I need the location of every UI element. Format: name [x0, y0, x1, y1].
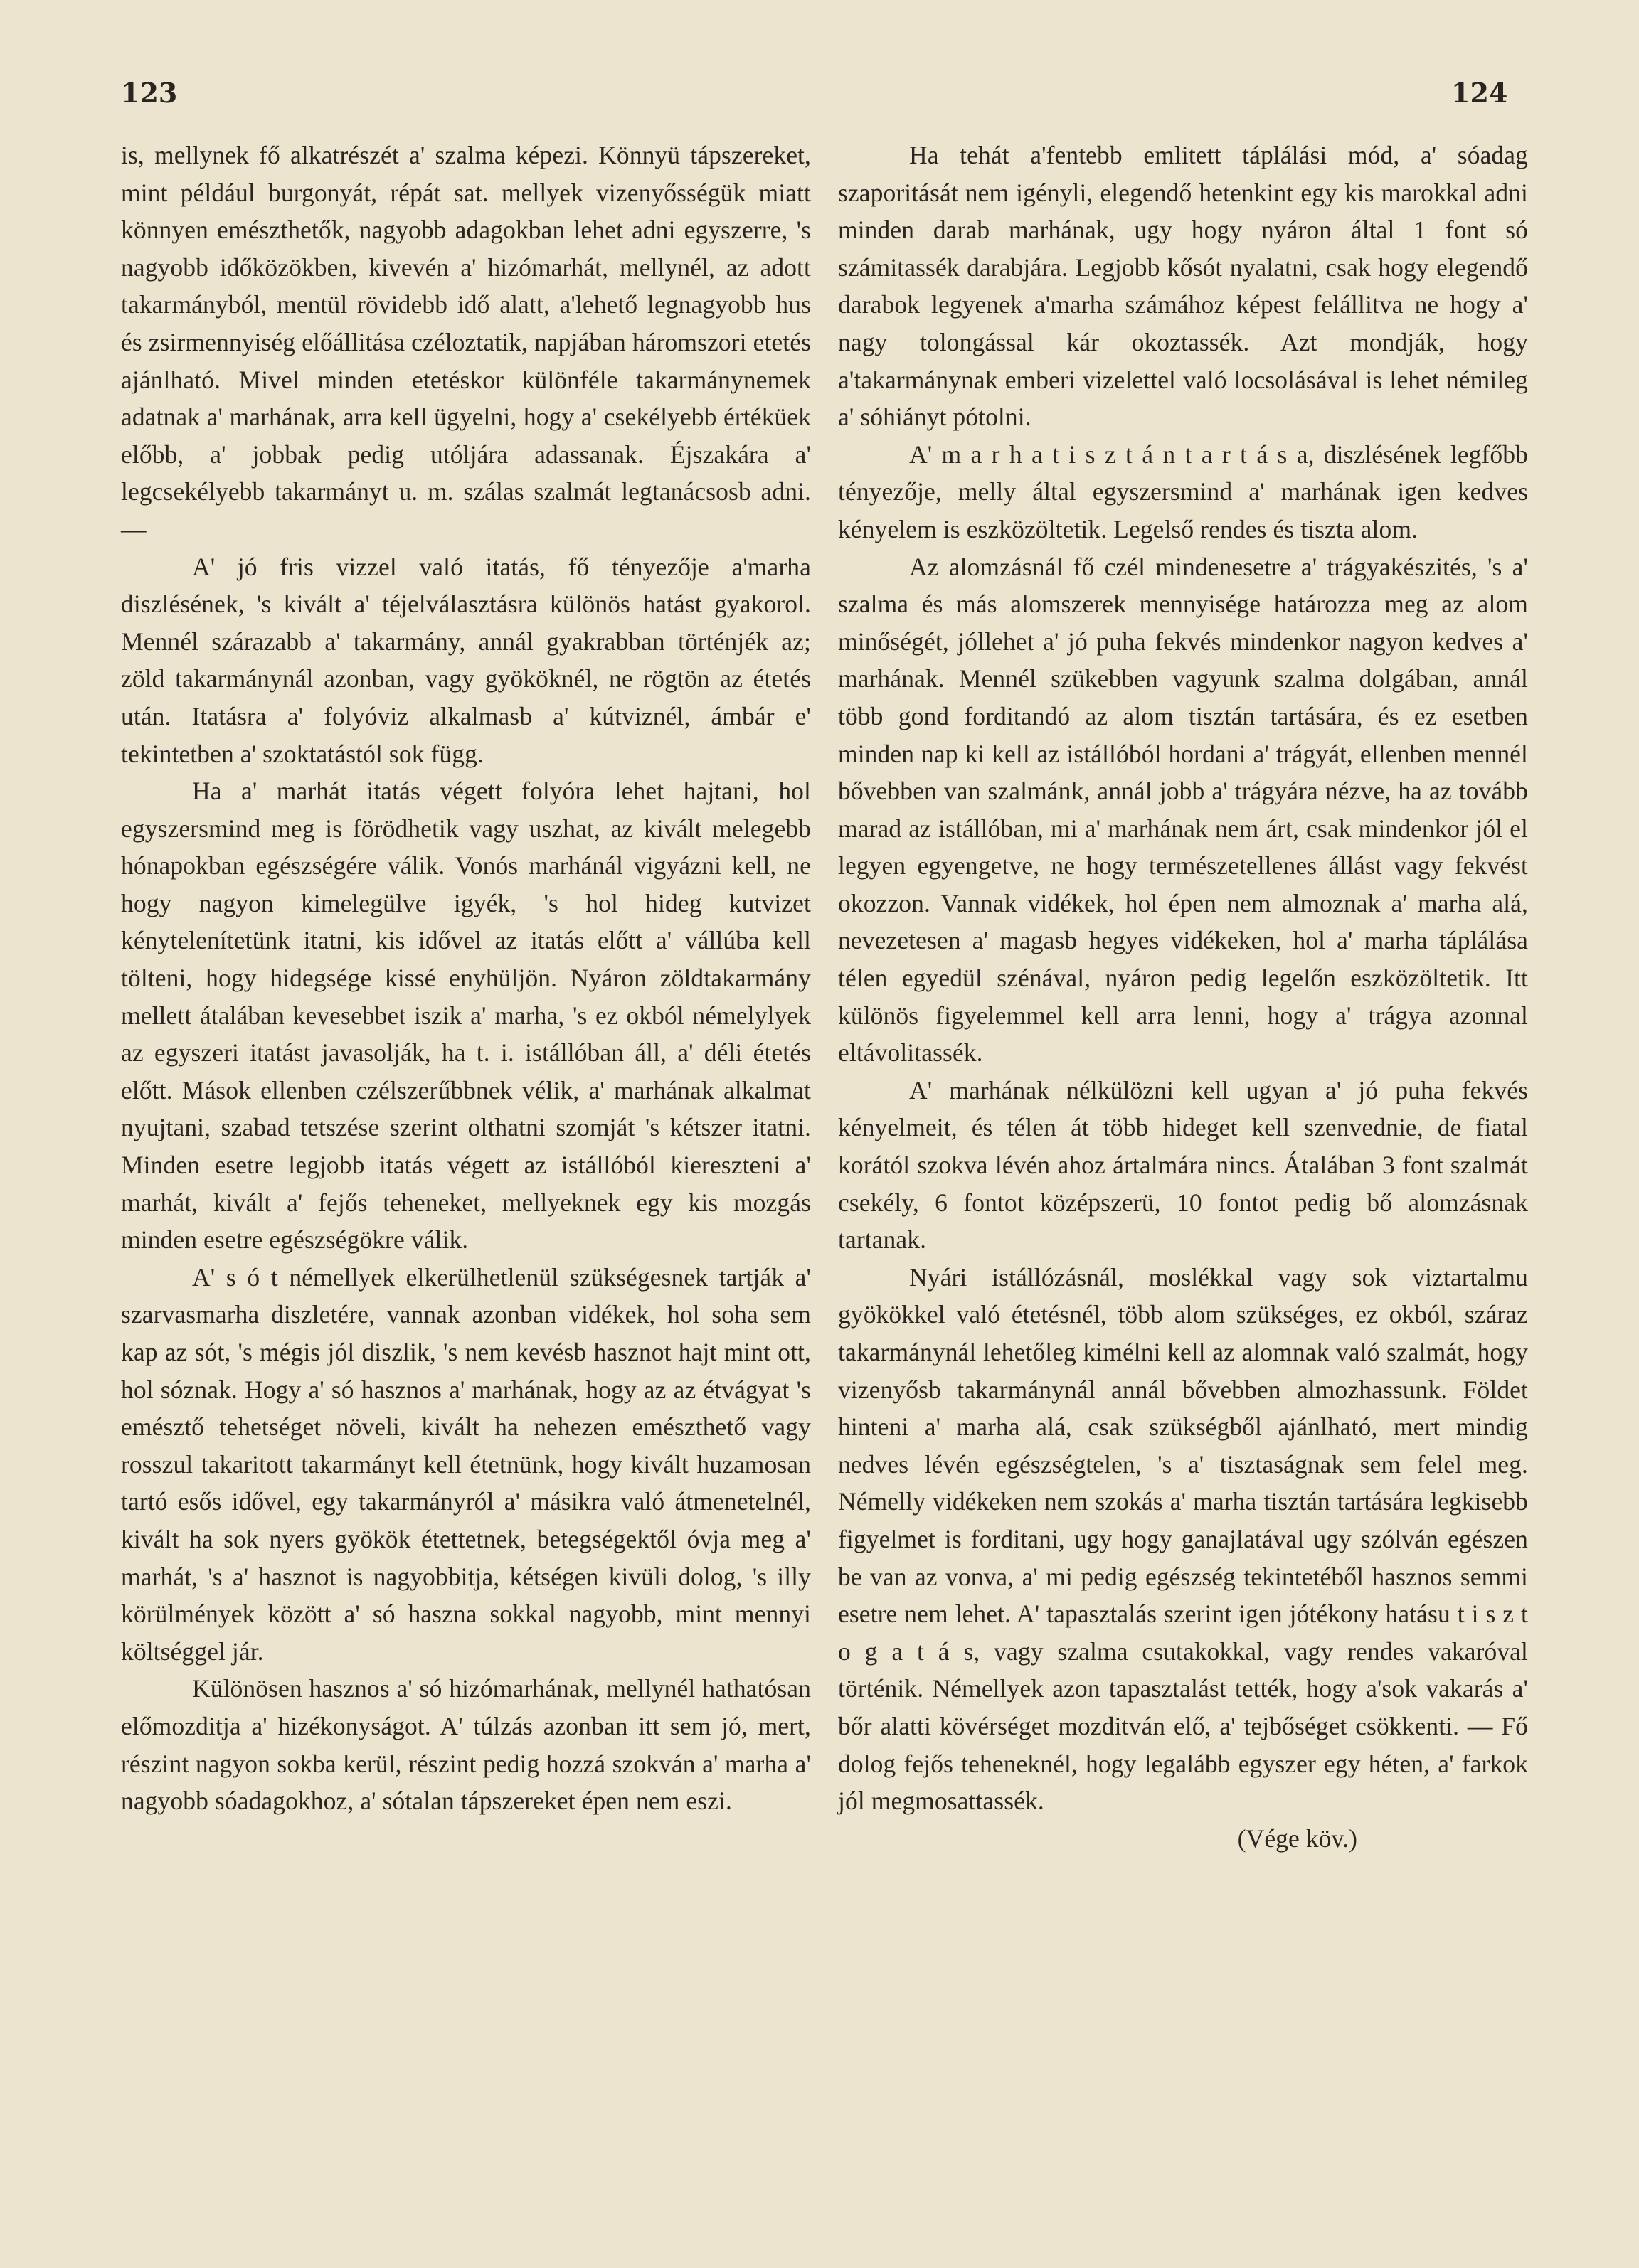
left-page-number: 123: [121, 77, 178, 109]
paragraph: A' marhának nélkülözni kell ugyan a' jó puha fekvés kényelmeit, és télen át több hideget kell szenvednie, de fiatal korától szokva lévén ahoz ártalmára nincs. Átalában 3 font szalmát csekély, 6 fontot középszerü, 10 fontot pedig bő alomzásnak tartanak.: [838, 1075, 1528, 1255]
paragraph: Az alomzásnál fő czél mindenesetre a' trágyakészités, 's a' szalma és más alomszerek mennyisége határozza meg az alom minőségét, jóllehet a' jó puha fekvés mindenkor nagyon kedves a' marhának. Mennél szükebben vagyunk szalma dolgában, annál több gond forditandó az alom tisztán tartására, és ez esetben minden nap ki kell az istállóból hordani a' trágyát, ellenben mennél bővebben van szalmánk, annál jobb a' trágyára nézve, ha az tovább marad az istállóban, mi a' marhának nem árt, csak mindenkor jól el legyen egyengetve, ne hogy természetellenes állást vagy fekvést okozzon. Vannak vidékek, hol épen nem almoznak a' marha alá, nevezetesen a' magasb hegyes vidékeken, hol a' marha táplálása télen egyedül szénával, nyáron pedig legelőn eszközöltetik. Itt különös figyelemmel kell arra lenni, hogy a' trágya azonnal eltávolitassék.: [838, 552, 1528, 1068]
right-page-number: 124: [1451, 77, 1508, 109]
paragraph: A' s ó t némellyek elkerülhetlenül szükségesnek tartják a' szarvasmarha diszletére, vannak azonban vidékek, hol soha sem kap az sót, 's mégis jól diszlik, 's nem kevésb hasznot hajt mint ott, hol sóznak. Hogy a' só hasznos a' marhának, hogy az az étvágyat 's emésztő tehetséget növeli, kivált ha nehezen emészthető vagy rosszul takaritott takarmányt kell étetnünk, hogy kivált huzamosan tartó esős idővel, egy takarmányról a' másikra való átmenetelnél, kivált ha sok nyers gyökök étettetnek, betegségektől óvja meg a' marhát, 's a' hasznot is nagyobbitja, kétségen kivüli dolog, 's illy körülmények között a' só haszna sokkal nagyobb, mint mennyi költséggel jár.: [121, 1262, 811, 1666]
continuation-note: (Vége köv.): [1237, 1824, 1357, 1853]
paragraph: A' jó fris vizzel való itatás, fő tényezője a'marha diszlésének, 's kivált a' téjelválasztásra különös hatást gyakorol. Mennél szárazabb a' takarmány, annál gyakrabban történjék az; zöld takarmánynál azonban, vagy gyököknél, ne rögtön az étetés után. Itatásra a' folyóviz alkalmasb a' kútviznél, ámbár e' tekintetben a' szoktatástól sok függ.: [121, 552, 811, 768]
paragraph: Különösen hasznos a' só hizómarhának, mellynél hathatósan előmozditja a' hizékonyságot. A' túlzás azonban itt sem jó, mert, részint nagyon sokba kerül, részint pedig hozzá szokván a' marha a' nagyobb sóadagokhoz, a' sótalan tápszereket épen nem eszi.: [121, 1674, 811, 1816]
left-text-column: [121, 137, 811, 1820]
paragraph: A' m a r h a t i s z t á n t a r t á s a, diszlésének legfőbb tényezője, melly által egyszersmind a' marhának igen kedves kényelem is eszközöltetik. Legelső rendes és tiszta alom.: [838, 440, 1528, 543]
paragraph: Nyári istállózásnál, moslékkal vagy sok viztartalmu gyökökkel való étetésnél, több alom szükséges, ez okból, száraz takarmánynál lehetőleg kimélni kell az alomnak való szalmát, hogy vizenyősb takarmánynál annál bővebben almozhassunk. Földet hinteni a' marha alá, csak szükségből ajánlható, mert mindig nedves lévén egészségtelen, 's a' tisztaságnak sem felel meg. Némelly vidékeken nem szokás a' marha tisztán tartására legkisebb figyelmet is forditani, ugy hogy ganajlatával ugy szólván egészen be van az vonva, a' mi pedig egészség tekintetéből hasznos semmi esetre nem lehet. A' tapasztalás szerint igen jótékony hatásu t i s z t o g a t á s, vagy szalma csutakokkal, vagy rendes vakaróval történik. Némellyek azon tapasztalást tették, hogy a'sok vakarás a' bőr alatti kövérséget mozditván elő, a' tejbőséget csökkenti. — Fő dolog fejős teheneknél, hogy legalább egyszer egy héten, a' farkok jól megmosattassék.: [838, 1262, 1528, 1816]
paragraph: Ha a' marhát itatás végett folyóra lehet hajtani, hol egyszersmind meg is förödhetik vagy uszhat, az kivált melegebb hónapokban egészségére válik. Vonós marhánál vigyázni kell, ne hogy nagyon kimelegülve igyék, 's hol hideg kutvizet kénytelenítetünk itatni, kis idővel az itatás előtt a' vállúba kell tölteni, hogy hidegsége kissé enyhüljön. Nyáron zöldtakarmány mellett átalában kevesebbet iszik a' marha, 's ez okból némelylyek az egyszeri itatást javasolják, ha t. i. istállóban áll, a' déli étetés előtt. Mások ellenben czélszerűbbnek vélik, a' marhának alkalmat nyujtani, szabad tetszése szerint olthatni szomját 's kétszer itatni. Minden esetre legjobb itatás végett az istállóból kiereszteni a' marhát, kivált a' fejős teheneket, mellyeknek egy kis mozgás minden esetre egészségökre válik.: [121, 777, 811, 1255]
paragraph: is, mellynek fő alkatrészét a' szalma képezi. Könnyü tápszereket, mint például burgonyát, répát sat. mellyek vizenyősségük miatt könnyen emészthetők, nagyobb adagokban lehet adni egyszerre, 's nagyobb időközökben, kivevén a' hizómarhát, mellynél, az adott takarmányból, mentül rövidebb idő alatt, a'lehető legnagyobb hus és zsirmennyiség előállitása czéloztatik, napjában háromszori etetés ajánlható. Mivel minden etetéskor különféle takarmánynemek adatnak a' marhának, arra kell ügyelni, hogy a' csekélyebb értéküek előbb, a' jobbak pedig utóljára adassanak. Éjszakára a' legcsekélyebb takarmányt u. m. szálas szalmát legtanácsosb adni. —: [121, 141, 811, 543]
paragraph: Ha tehát a'fentebb emlitett táplálási mód, a' sóadag szaporitását nem igényli, elegendő hetenkint egy kis marokkal adni minden darab marhának, ugy hogy nyáron által 1 font só számitassék darabjára. Legjobb kősót nyalatni, csak hogy elegendő darabok legyenek a'marha számához képest felállitva ne hogy a' nagy tolongással kár okoztassék. Azt mondják, hogy a'takarmánynak emberi vizelettel való locsolásával is lehet némileg a' sóhiányt pótolni.: [838, 141, 1528, 432]
right-text-column: [838, 137, 1528, 1857]
